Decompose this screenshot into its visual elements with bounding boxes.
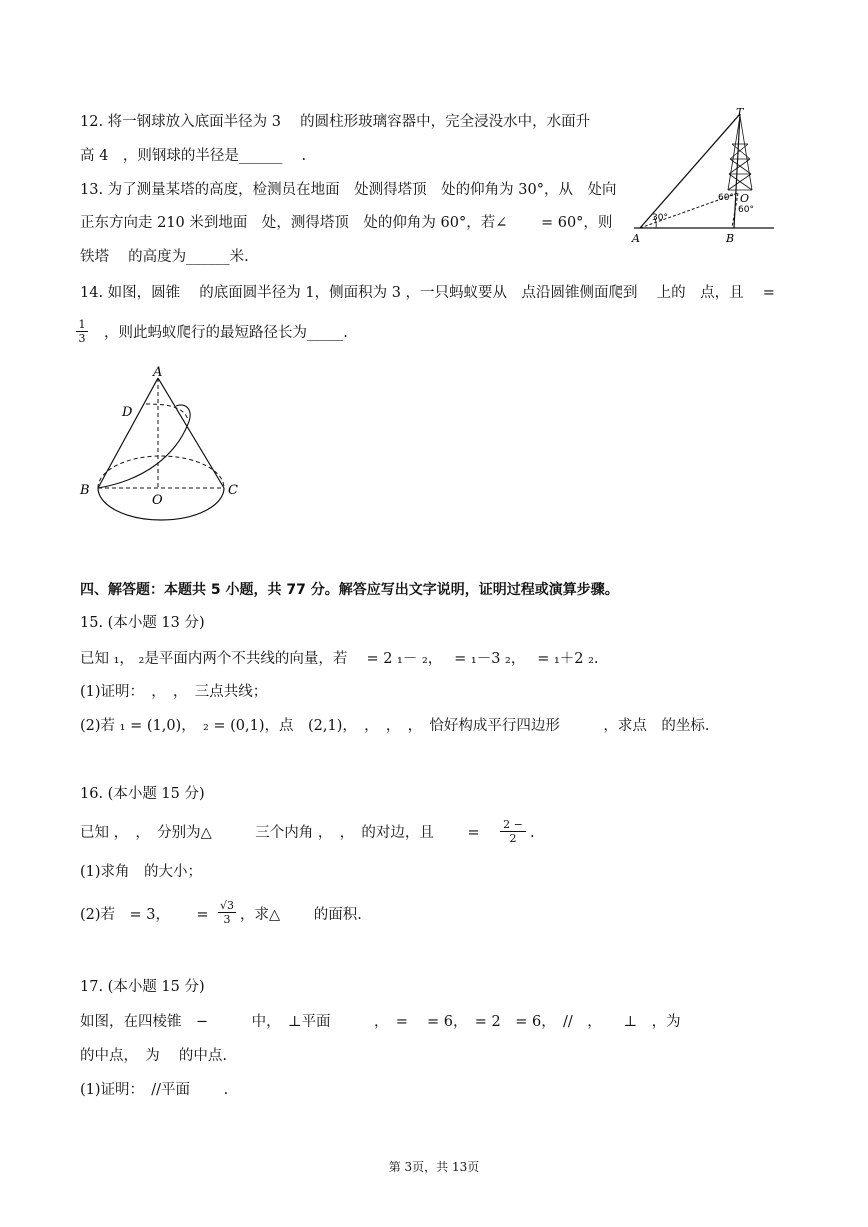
cone-label-D: D <box>122 405 133 420</box>
cone-label-C: C <box>228 483 238 498</box>
q14-frac-num: 1 <box>78 318 86 331</box>
tower-angle-60a: 60° <box>718 193 734 203</box>
q15-title: 15. (本小题 13 分) <box>80 615 205 631</box>
tower-label-A: A <box>632 232 640 244</box>
q16-line1: 已知 ， ， 分别为△ 三个内角 ， ， 的对边，且 = <box>80 825 480 841</box>
tower-label-O: O <box>740 192 750 205</box>
q15-line3: (2)若 ₁ = (1,0)， ₂ = (0,1)，点 (2,1)， ， ， ， 恰好构成平行四边形 ，求点 的坐标. <box>80 718 710 734</box>
q14-line1: 14. 如图，圆锥 的底面圆半径为 1，侧面积为 3 ，一只蚂蚁要从 点沿圆锥侧面爬到 上的 点，且 = <box>80 285 775 301</box>
cone-label-B: B <box>80 483 90 498</box>
q17-title: 17. (本小题 15 分) <box>80 979 205 995</box>
tower-label-T: T <box>736 106 744 119</box>
q16-frac1-num: 2 − <box>503 818 523 831</box>
q17-line1: 如图，在四棱锥 − 中， ⊥平面 ， = = 6， = 2 = 6， // ， ⊥ ，为 <box>80 1014 681 1030</box>
q17-line3: (1)证明： //平面 . <box>80 1082 229 1098</box>
q16-frac2-num: √3 <box>219 899 234 912</box>
q16-fraction-1 <box>500 818 526 845</box>
q13-line2: 正东方向走 210 米到地面 处，测得塔顶 处的仰角为 60°，若∠ = 60°，则 <box>80 215 613 231</box>
cone-label-O: O <box>152 493 163 508</box>
q14-line2: ，则此蚂蚁爬行的最短路径长为_____. <box>104 325 348 341</box>
tower-label-B: B <box>726 232 735 244</box>
q14-frac-den: 3 <box>76 331 88 345</box>
q16-line3a: (2)若 = 3， = <box>80 907 209 923</box>
q12-line1: 12. 将一钢球放入底面半径为 3 的圆柱形玻璃容器中，完全浸没水中，水面升 <box>80 114 591 130</box>
q13-line1: 13. 为了测量某塔的高度，检测员在地面 处测得塔顶 处的仰角为 30°，从 处向 <box>80 182 617 198</box>
q16-line1-end: . <box>530 825 535 841</box>
q16-title: 16. (本小题 15 分) <box>80 786 205 802</box>
q14-fraction <box>76 318 88 345</box>
q15-line2: (1)证明： ， ， 三点共线； <box>80 684 268 700</box>
tower-figure <box>628 104 788 244</box>
q15-line1: 已知 ₁， ₂是平面内两个不共线的向量，若 = 2 ₁－ ₂， = ₁－3 ₂， = ₁＋2 ₂. <box>80 651 599 667</box>
q16-frac2-den: 3 <box>218 912 236 926</box>
tower-angle-30: 30° <box>652 213 668 223</box>
q17-line2: 的中点， 为 的中点. <box>80 1048 227 1064</box>
q16-frac1-den: 2 <box>500 831 526 845</box>
page-footer: 第 3页，共 13页 <box>388 1160 480 1174</box>
q16-line3b: ，求△ 的面积. <box>240 907 362 923</box>
cone-figure <box>76 364 256 534</box>
q12-line2: 高 4 ，则钢球的半径是______ . <box>80 148 307 164</box>
section4-heading: 四、解答题：本题共 5 小题，共 77 分。解答应写出文字说明，证明过程或演算步骤。 <box>80 582 619 598</box>
q16-fraction-2 <box>218 899 236 926</box>
q16-line2: (1)求角 的大小； <box>80 864 203 880</box>
q13-line3: 铁塔 的高度为______米. <box>80 249 249 265</box>
tower-angle-60b: 60° <box>738 205 754 215</box>
cone-label-A: A <box>153 365 163 380</box>
